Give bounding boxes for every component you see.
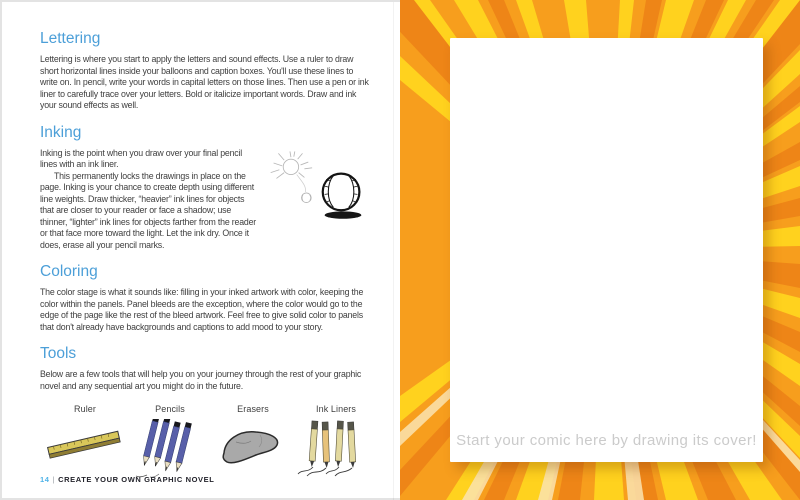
footer-separator: |	[52, 475, 56, 484]
tools-illustration-row	[40, 404, 370, 481]
tool-item-erasers	[210, 404, 296, 481]
kneaded-eraser-icon	[210, 419, 296, 475]
ruler-icon	[40, 419, 130, 471]
tool-item-ruler	[40, 404, 130, 481]
book-title: CREATE YOUR OWN GRAPHIC NOVEL	[58, 475, 215, 484]
page-footer	[40, 475, 214, 484]
tool-label: Erasers	[237, 404, 269, 414]
pencils-icon	[130, 419, 210, 479]
tool-item-ink-liners	[296, 404, 376, 481]
section-heading-inking: Inking	[40, 123, 82, 141]
ink-liners-icon	[296, 419, 376, 481]
cover-prompt-text: Start your comic here by drawing its cover!	[456, 432, 757, 449]
right-page	[400, 0, 800, 500]
comic-cover-drawing-panel	[450, 38, 763, 462]
page-spine-line	[393, 2, 394, 500]
section-heading-lettering: Lettering	[40, 30, 101, 47]
section-heading-coloring: Coloring	[40, 263, 98, 280]
page-number: 14	[40, 475, 50, 484]
inking-section-row	[40, 148, 370, 252]
coloring-paragraph: The color stage is what it sounds like: filling in your inked artwork with color, keeping the color within the panels. Panel bleeds are the exception, where the color would go to the edge of the page like the rest of the bleed artwork. Feel free to give solid color to panels that don't already have backgrounds and captions to add mood to your story.	[40, 287, 364, 332]
inking-paragraph-2: This permanently locks the drawings in place on the page. Inking is your chance to create depth using different line weights. Draw thicker, “heavier” ink lines for objects that are closer to your reader or face a shadow; use thinner, “lighter” ink lines for objects farther from the reader or that face more toward the light. Let the ink dry. Once it does, erase all your pencil marks.	[40, 170, 257, 250]
pencil-sun-inked-baseball-icon	[262, 150, 370, 230]
tool-label: Ruler	[73, 404, 96, 414]
sun-and-baseball-illustration	[262, 150, 370, 230]
tools-paragraph: Below are a few tools that will help you on your journey through the rest of your graphic novel and any sequential art you might do in the future.	[40, 369, 362, 391]
tool-label: Ink Liners	[315, 404, 357, 414]
inking-paragraph-1: Inking is the point when you draw over your final pencil lines with an ink liner.	[40, 147, 243, 169]
section-heading-tools: Tools	[40, 345, 77, 362]
inking-text-column	[40, 148, 258, 252]
lettering-paragraph: Lettering is where you start to apply the letters and sound effects. Use a ruler to draw short horizontal lines inside your balloons and caption boxes. You'll use these lines to write on. In pencil, write your words in capital letters on those lines. Then use a pen or ink liner to carefully trace over your letters. Bold or italicize important words. Draw and ink your sound effects as well.	[40, 54, 369, 110]
tool-label: Pencils	[155, 404, 185, 414]
tool-item-pencils	[130, 404, 210, 481]
